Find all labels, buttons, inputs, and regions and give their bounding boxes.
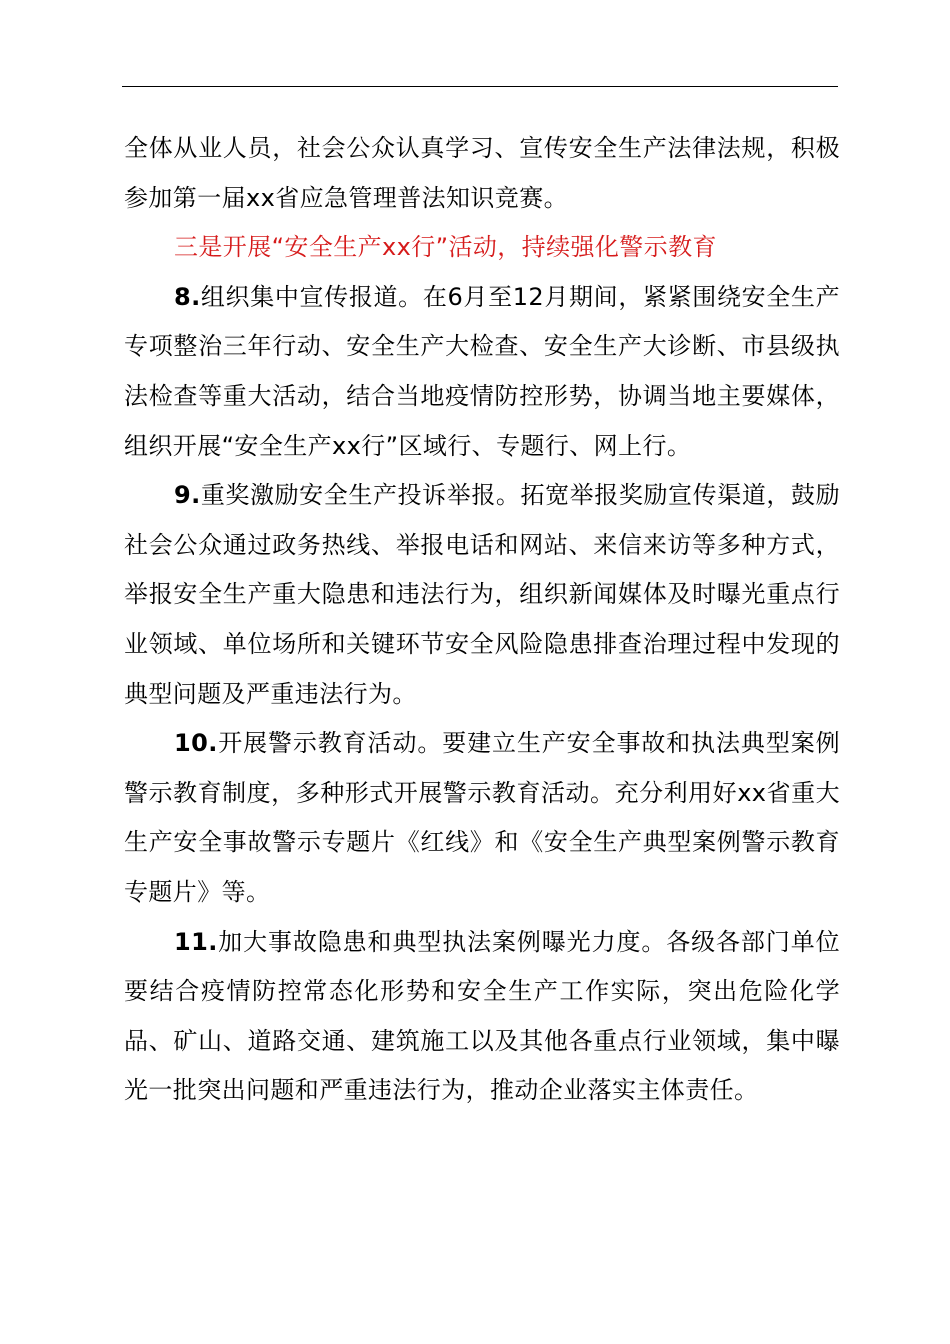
item-text: 加大事故隐患和典型执法案例曝光力度。各级各部门单位要结合疫情防控常态化形势和安全生产工作实际，突出危险化学品、矿山、道路交通、建筑施工以及其他各重点行业领域，集中曝光一批突出问题和严重违法行为，推动企业落实主体责任。 [124, 927, 840, 1105]
item-number: 9. [174, 481, 201, 510]
item-text: 组织集中宣传报道。在6月至12月期间，紧紧围绕安全生产专项整治三年行动、安全生产大检查、安全生产大诊断、市县级执法检查等重大活动，结合当地疫情防控形势，协调当地主要媒体，组织开展“安全生产xx行”区域行、专题行、网上行。 [124, 282, 840, 460]
item-10 [124, 719, 840, 917]
paragraph-text: 全体从业人员，社会公众认真学习、宣传安全生产法律法规，积极参加第一届xx省应急管理普法知识竞赛。 [124, 134, 840, 212]
item-text: 开展警示教育活动。要建立生产安全事故和执法典型案例警示教育制度，多种形式开展警示教育活动。充分利用好xx省重大生产安全事故警示专题片《红线》和《安全生产典型案例警示教育专题片》等。 [124, 729, 840, 906]
item-number: 11. [174, 927, 218, 956]
item-11 [124, 918, 840, 1116]
section-heading-text: 三是开展“安全生产xx行”活动，持续强化警示教育 [174, 233, 717, 262]
item-9 [124, 471, 840, 719]
item-8 [124, 273, 840, 471]
item-number: 8. [174, 282, 201, 311]
item-number: 10. [174, 729, 218, 758]
document-body [124, 124, 840, 1116]
paragraph-continuation [124, 124, 840, 223]
section-heading [124, 223, 840, 273]
header-rule [122, 86, 838, 87]
item-text: 重奖激励安全生产投诉举报。拓宽举报奖励宣传渠道，鼓励社会公众通过政务热线、举报电话和网站、来信来访等多种方式，举报安全生产重大隐患和违法行为，组织新闻媒体及时曝光重点行业领域、单位场所和关键环节安全风险隐患排查治理过程中发现的典型问题及严重违法行为。 [124, 481, 840, 708]
